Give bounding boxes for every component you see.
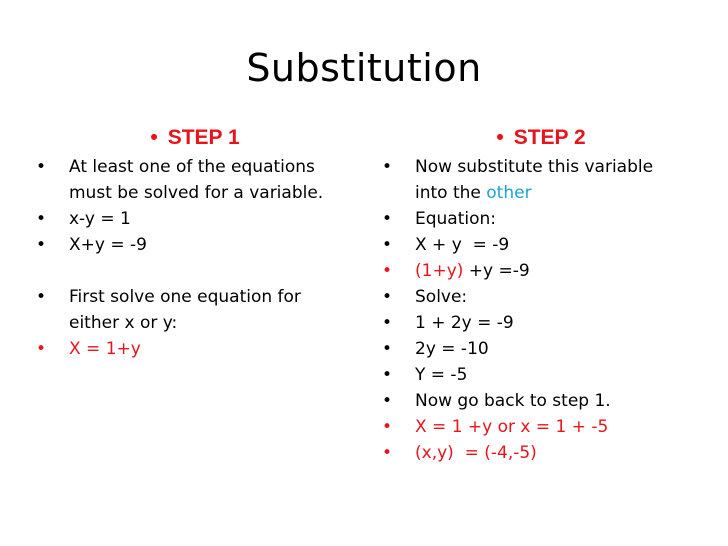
step1-column: [36, 125, 354, 362]
list-item: [382, 284, 700, 310]
step2-column: [382, 125, 700, 466]
item-text: +y =-9: [463, 261, 530, 281]
item-text: (x,y) = (-4,-5): [415, 443, 537, 463]
list-item: [382, 362, 700, 388]
item-text: X + y = -9: [415, 235, 510, 255]
item-text: X+y = -9: [69, 235, 147, 255]
slide-title: Substitution: [246, 46, 482, 90]
bullet-icon: •: [382, 365, 393, 385]
list-spacer: [36, 258, 354, 284]
highlight-expression: (1+y): [415, 261, 464, 281]
bullet-icon: •: [382, 391, 393, 411]
bullet-icon: •: [36, 209, 47, 229]
item-text: Now go back to step 1.: [415, 391, 611, 411]
bullet-icon: •: [382, 339, 393, 359]
highlight-word: other: [486, 183, 532, 203]
step2-bullet-list: [382, 154, 700, 466]
item-text: into the: [415, 183, 487, 203]
list-item: [382, 440, 700, 466]
bullet-icon: •: [382, 235, 393, 255]
bullet-icon: •: [382, 313, 393, 333]
item-text: must be solved for a variable.: [69, 183, 324, 203]
item-text: Now substitute this variable: [415, 157, 654, 177]
item-text-line: [415, 180, 700, 206]
list-item: [382, 388, 700, 414]
bullet-icon: •: [382, 417, 393, 437]
item-text: either x or y:: [69, 313, 178, 333]
bullet-icon: •: [382, 261, 393, 281]
bullet-icon: •: [382, 287, 393, 307]
bullet-icon: •: [382, 443, 393, 463]
item-text: First solve one equation for: [69, 287, 301, 307]
list-item: [36, 284, 354, 336]
list-item: [382, 232, 700, 258]
bullet-icon: •: [36, 339, 47, 359]
list-item: [382, 154, 700, 206]
list-item: [382, 258, 700, 284]
list-item: [36, 154, 354, 206]
step1-heading: [36, 125, 354, 151]
list-item: [382, 336, 700, 362]
list-item: [382, 310, 700, 336]
bullet-icon: •: [496, 126, 504, 149]
step1-bullet-list: [36, 154, 354, 362]
item-text: x-y = 1: [69, 209, 131, 229]
item-text: At least one of the equations: [69, 157, 315, 177]
item-text: Y = -5: [415, 365, 468, 385]
item-text: X = 1 +y or x = 1 + -5: [415, 417, 609, 437]
item-text: 1 + 2y = -9: [415, 313, 514, 333]
item-text: X = 1+y: [69, 339, 141, 359]
bullet-icon: •: [36, 235, 47, 255]
bullet-icon: •: [36, 157, 47, 177]
step1-heading-text: STEP 1: [167, 126, 240, 149]
list-item: [36, 232, 354, 258]
list-item: [36, 336, 354, 362]
bullet-icon: •: [150, 126, 158, 149]
bullet-icon: •: [382, 209, 393, 229]
item-text: 2y = -10: [415, 339, 489, 359]
list-item: [36, 206, 354, 232]
step2-heading-text: STEP 2: [513, 126, 586, 149]
item-text: Solve:: [415, 287, 468, 307]
step2-heading: [382, 125, 700, 151]
list-item: [382, 414, 700, 440]
list-item: [382, 206, 700, 232]
item-text: Equation:: [415, 209, 497, 229]
bullet-icon: •: [382, 157, 393, 177]
bullet-icon: •: [36, 287, 47, 307]
